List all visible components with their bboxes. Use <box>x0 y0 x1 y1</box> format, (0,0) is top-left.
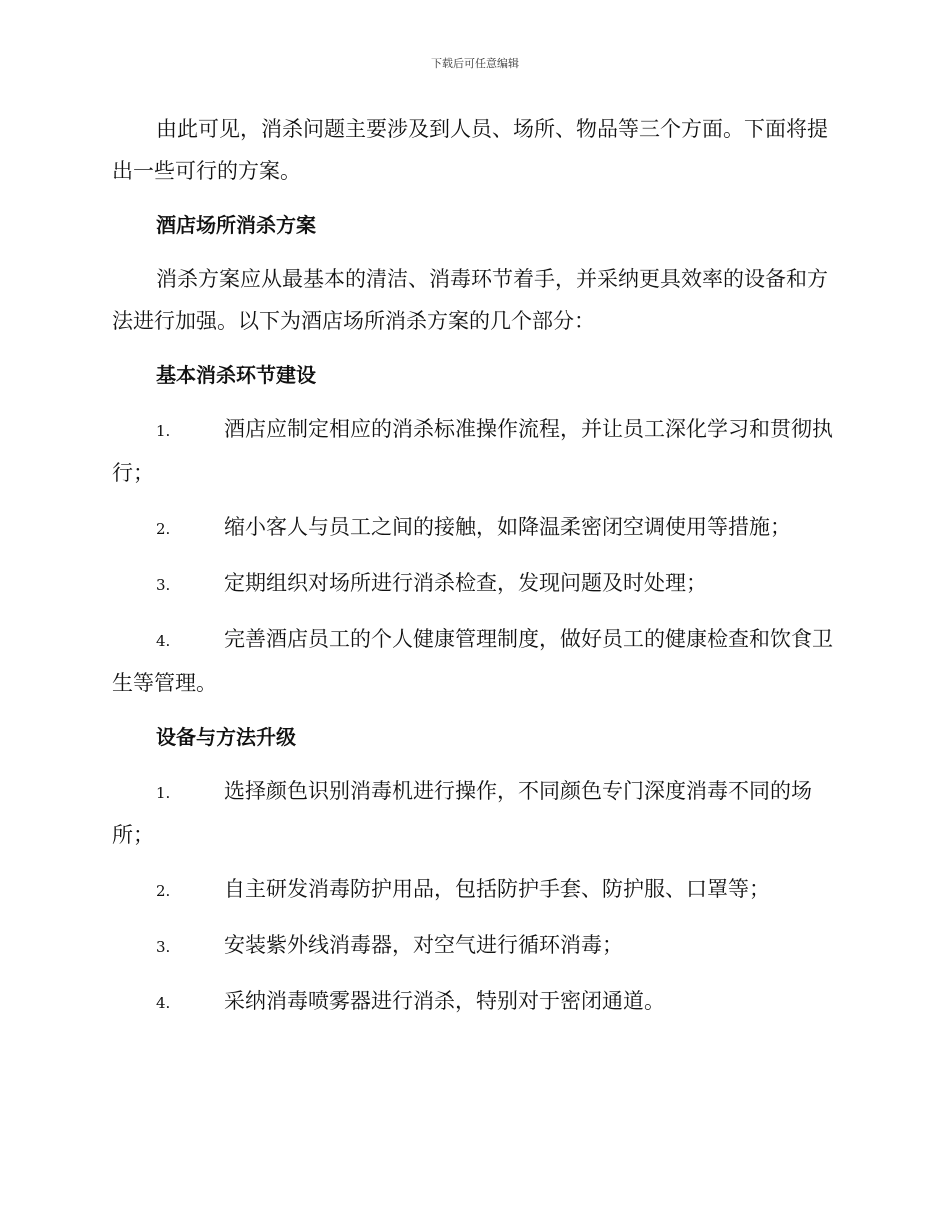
list-item <box>112 562 834 606</box>
list-item-number: 4. <box>156 632 171 650</box>
list-item-text: 安装紫外线消毒器，对空气进行循环消毒； <box>224 933 623 957</box>
list-item-text: 采纳消毒喷雾器进行消杀，特别对于密闭通道。 <box>224 989 665 1013</box>
list-item-number: 4. <box>156 994 171 1012</box>
section-heading-basic-disinfection: 基本消杀环节建设 <box>156 363 316 387</box>
document-body <box>112 108 834 1036</box>
list-item-text: 选择颜色识别消毒机进行操作，不同颜色专门深度消毒不同的场所； <box>112 779 812 847</box>
list-item-number: 1. <box>156 784 171 802</box>
list-item-number: 3. <box>156 576 171 594</box>
list-item-text: 自主研发消毒防护用品，包括防护手套、防护服、口罩等； <box>224 877 770 901</box>
list-item-number: 2. <box>156 882 171 900</box>
section-heading-hotel-disinfection-plan: 酒店场所消杀方案 <box>156 213 316 237</box>
list-item <box>112 506 834 550</box>
list-item-number: 1. <box>156 422 171 440</box>
page-header: 下载后可任意编辑 <box>431 57 519 70</box>
list-item-number: 2. <box>156 520 171 538</box>
intro-paragraph: 由此可见，消杀问题主要涉及到人员、场所、物品等三个方面。下面将提出一些可行的方案。 <box>112 117 828 183</box>
list-item-text: 完善酒店员工的个人健康管理制度，做好员工的健康检查和饮食卫生等管理。 <box>112 627 833 695</box>
list-item-text: 定期组织对场所进行消杀检查，发现问题及时处理； <box>224 571 707 595</box>
list-item <box>112 618 834 704</box>
list-item-text: 酒店应制定相应的消杀标准操作流程，并让员工深化学习和贯彻执行； <box>112 417 833 485</box>
list-item <box>112 770 834 856</box>
section-paragraph-plan-overview: 消杀方案应从最基本的清洁、消毒环节着手，并采纳更具效率的设备和方法进行加强。以下为酒店场所消杀方案的几个部分： <box>112 267 828 333</box>
list-item <box>112 408 834 494</box>
list-item <box>112 980 834 1024</box>
section-heading-equipment-upgrade: 设备与方法升级 <box>156 725 296 749</box>
list-item <box>112 924 834 968</box>
list-item <box>112 868 834 912</box>
list-item-number: 3. <box>156 938 171 956</box>
list-item-text: 缩小客人与员工之间的接触，如降温柔密闭空调使用等措施； <box>224 515 791 539</box>
